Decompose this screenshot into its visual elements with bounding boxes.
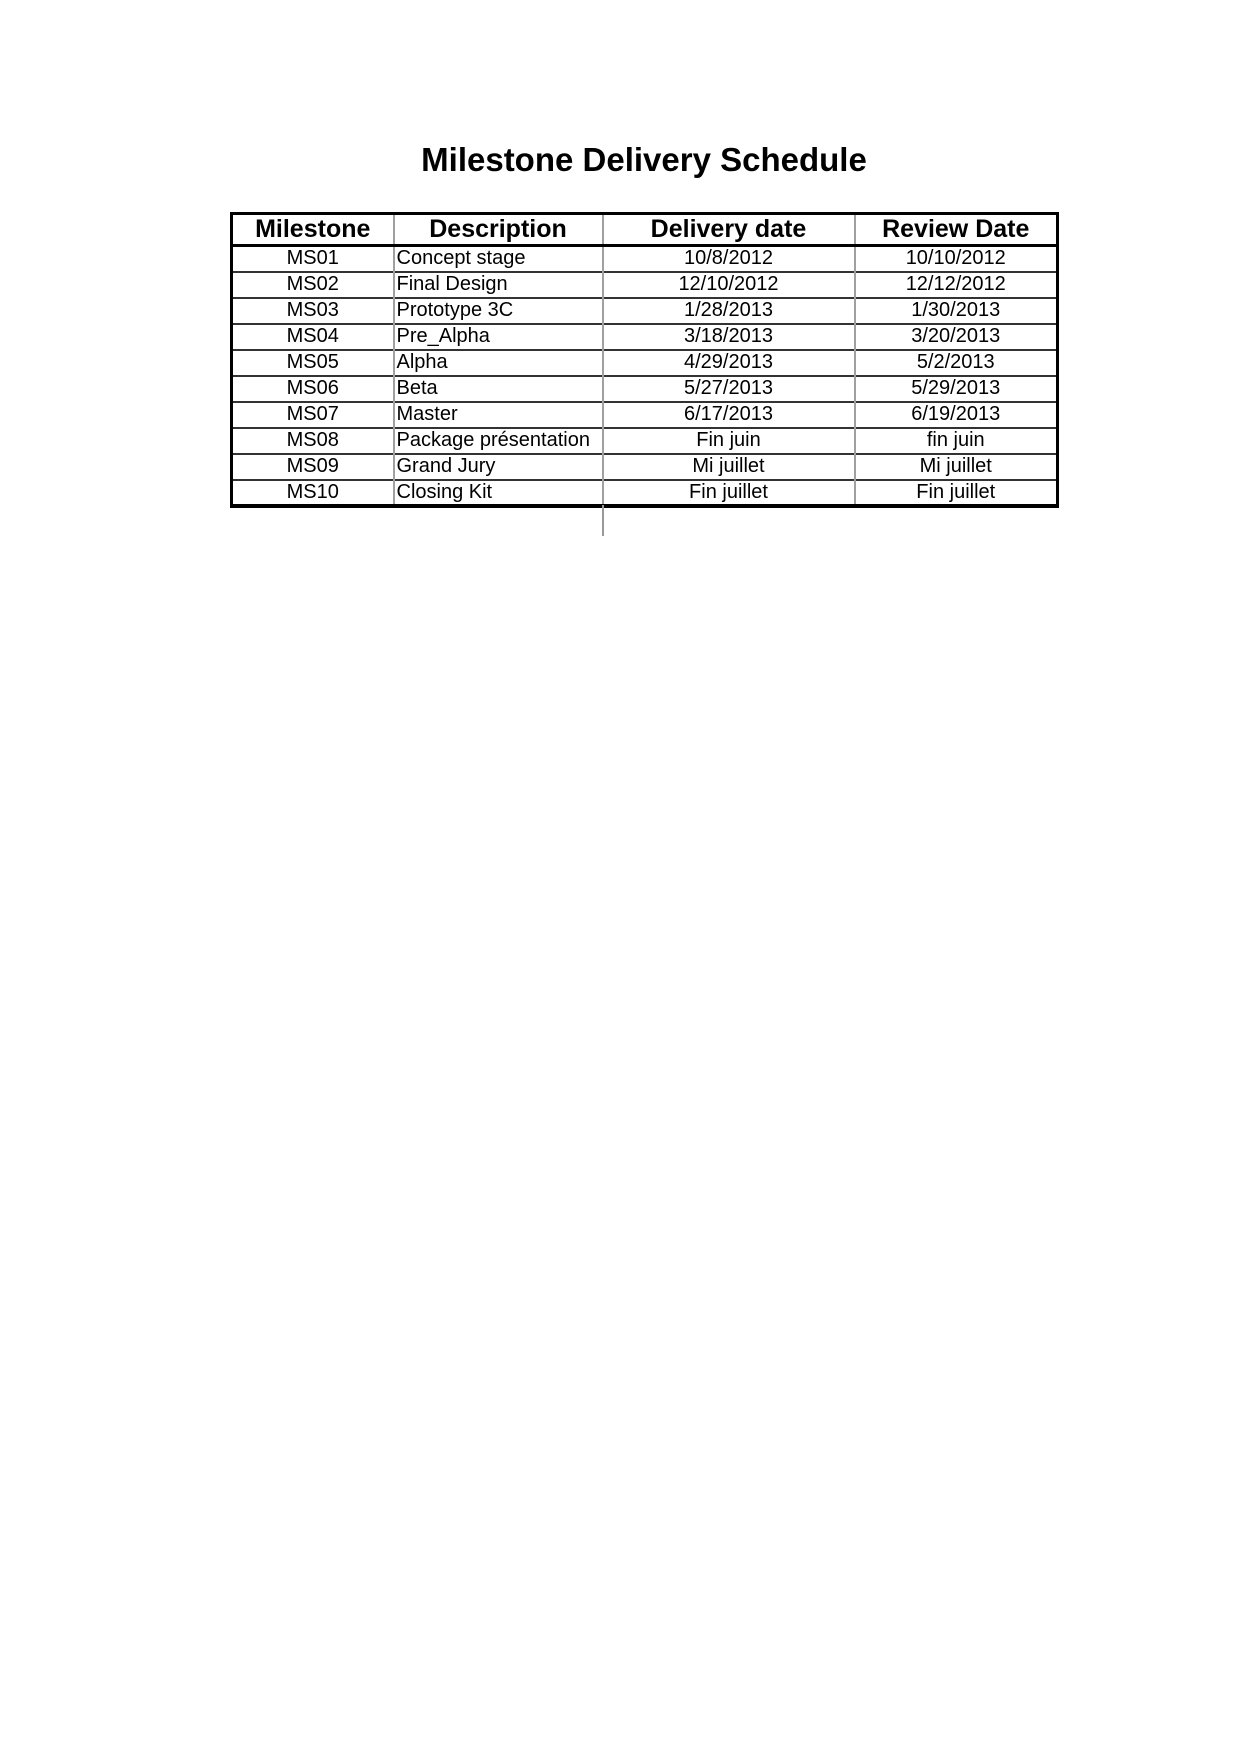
description-cell: Final Design [394, 272, 603, 298]
table-row [232, 402, 1058, 428]
table-row [232, 298, 1058, 324]
delivery-date-cell: 3/18/2013 [603, 324, 855, 350]
milestone-table [230, 212, 1059, 508]
description-cell: Pre_Alpha [394, 324, 603, 350]
review-date-cell: 12/12/2012 [855, 272, 1058, 298]
description-cell: Alpha [394, 350, 603, 376]
milestone-cell: MS10 [232, 480, 394, 506]
table-body [232, 246, 1058, 506]
delivery-date-cell: 5/27/2013 [603, 376, 855, 402]
milestone-cell: MS01 [286, 247, 339, 270]
column-header-description: Description [394, 214, 603, 246]
review-date-cell: Mi juillet [855, 454, 1058, 480]
milestone-cell: MS09 [232, 454, 394, 480]
description-cell: Closing Kit [394, 480, 603, 506]
delivery-date-cell: 6/17/2013 [603, 402, 855, 428]
review-date-cell: 3/20/2013 [855, 324, 1058, 350]
table-row [232, 272, 1058, 298]
description-cell: Concept stage [394, 246, 603, 272]
column-header-delivery-date: Delivery date [603, 214, 855, 246]
table-row [232, 324, 1058, 350]
milestone-cell: MS07 [232, 402, 394, 428]
table-row [232, 246, 1058, 272]
milestone-cell: MS06 [232, 376, 394, 402]
description-cell: Beta [394, 376, 603, 402]
delivery-date-cell: 10/8/2012 [603, 246, 855, 272]
description-cell: Prototype 3C [394, 298, 603, 324]
review-date-cell: 6/19/2013 [855, 402, 1058, 428]
table-row [232, 350, 1058, 376]
review-date-cell: 10/10/2012 [855, 246, 1058, 272]
review-date-cell: fin juin [855, 428, 1058, 454]
milestone-cell: MS02 [232, 272, 394, 298]
description-cell: Master [394, 402, 603, 428]
review-date-cell: 5/2/2013 [855, 350, 1058, 376]
table-header-row [232, 214, 1058, 246]
table-row [232, 454, 1058, 480]
table-row [232, 376, 1058, 402]
delivery-date-cell: Fin juillet [603, 480, 855, 506]
delivery-date-cell: Mi juillet [603, 454, 855, 480]
column-header-review-date: Review Date [855, 214, 1058, 246]
milestone-table-container [230, 212, 1058, 508]
review-date-cell: 1/30/2013 [855, 298, 1058, 324]
milestone-cell: MS03 [232, 298, 394, 324]
column-header-milestone: Milestone [232, 214, 394, 246]
milestone-cell: MS04 [232, 324, 394, 350]
description-cell: Package présentation [394, 428, 603, 454]
delivery-date-cell: 12/10/2012 [603, 272, 855, 298]
delivery-date-cell: Fin juin [603, 428, 855, 454]
review-date-cell: Fin juillet [855, 480, 1058, 506]
stray-column-guide-line [602, 505, 604, 536]
delivery-date-cell: 1/28/2013 [603, 298, 855, 324]
milestone-cell: MS05 [232, 350, 394, 376]
description-cell: Grand Jury [394, 454, 603, 480]
milestone-cell: MS08 [232, 428, 394, 454]
delivery-date-cell: 4/29/2013 [603, 350, 855, 376]
table-row [232, 428, 1058, 454]
table-row [232, 480, 1058, 506]
document-title: Milestone Delivery Schedule [421, 141, 867, 178]
review-date-cell: 5/29/2013 [855, 376, 1058, 402]
